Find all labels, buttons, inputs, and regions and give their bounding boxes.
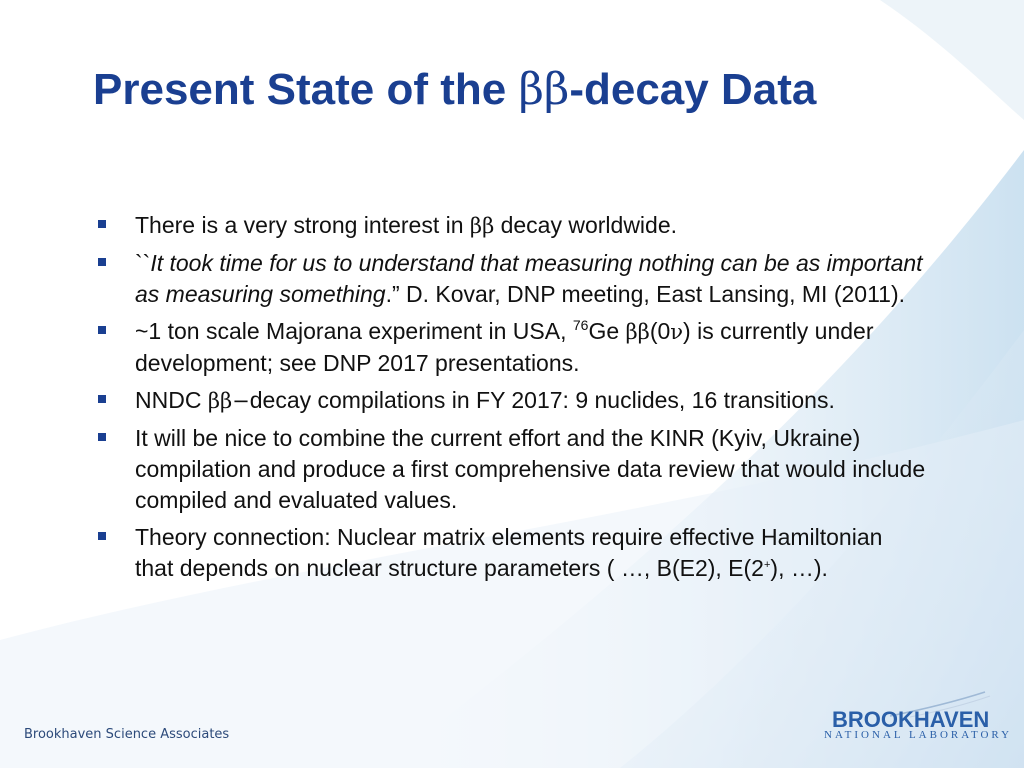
quote-attribution: .” D. Kovar, DNP meeting, East Lansing, MI (2011).	[385, 281, 906, 307]
logo-subtitle: NATIONAL LABORATORY	[824, 729, 1013, 741]
slide-title	[93, 64, 816, 115]
bullet-text: decay worldwide.	[494, 212, 678, 238]
footer-organization: Brookhaven Science Associates	[24, 727, 230, 742]
bullet-list	[96, 210, 926, 590]
greek-symbol: ββ−	[207, 389, 250, 413]
square-bullet-icon	[98, 433, 106, 441]
square-bullet-icon	[98, 532, 106, 540]
bullet-text: Theory connection: Nuclear matrix elements require effective Hamiltonian that depends on nuclear structure parameters ( …, B(E2), E(2	[135, 524, 883, 581]
title-suffix: -decay Data	[569, 65, 817, 114]
square-bullet-icon	[98, 395, 106, 403]
bullet-text: It will be nice to combine the current effort and the KINR (Kyiv, Ukraine) compilation and produce a first comprehensive data review that would include compiled and evaluated values.	[135, 425, 926, 513]
title-prefix: Present State of the	[93, 65, 519, 114]
brookhaven-logo	[820, 690, 1013, 750]
bullet-text: ) is currently under development; see DNP 2017 presentations.	[135, 318, 874, 376]
quote-open: ``	[135, 250, 151, 276]
bullet-text: (0	[649, 318, 671, 344]
greek-symbol: ββ	[469, 214, 495, 238]
bullet-item	[96, 385, 926, 417]
bullet-text: There is a very strong interest in	[135, 212, 470, 238]
bullet-text: NNDC	[135, 387, 208, 413]
greek-symbol: ν	[670, 320, 684, 344]
bullet-text: Ge	[588, 318, 626, 344]
mass-number: 76	[572, 317, 589, 333]
bullet-item	[96, 210, 926, 242]
square-bullet-icon	[98, 220, 106, 228]
bullet-text: ~1 ton scale Majorana experiment in USA,	[135, 318, 573, 344]
bullet-item	[96, 522, 926, 584]
square-bullet-icon	[98, 258, 106, 266]
square-bullet-icon	[98, 326, 106, 334]
bullet-item	[96, 423, 926, 516]
greek-symbol: ββ	[625, 320, 650, 344]
bullet-text: ), …).	[770, 555, 828, 581]
superscript-plus: +	[763, 559, 771, 571]
title-greek: ββ	[518, 64, 570, 115]
logo-wordmark: BROOKHAVEN	[832, 707, 990, 732]
bullet-item	[96, 248, 926, 310]
bullet-text: decay compilations in FY 2017: 9 nuclides, 16 transitions.	[249, 387, 835, 413]
bullet-item	[96, 316, 926, 379]
quote-text: It took time for us to understand that measuring nothing can be as important as measuring something	[135, 250, 923, 307]
